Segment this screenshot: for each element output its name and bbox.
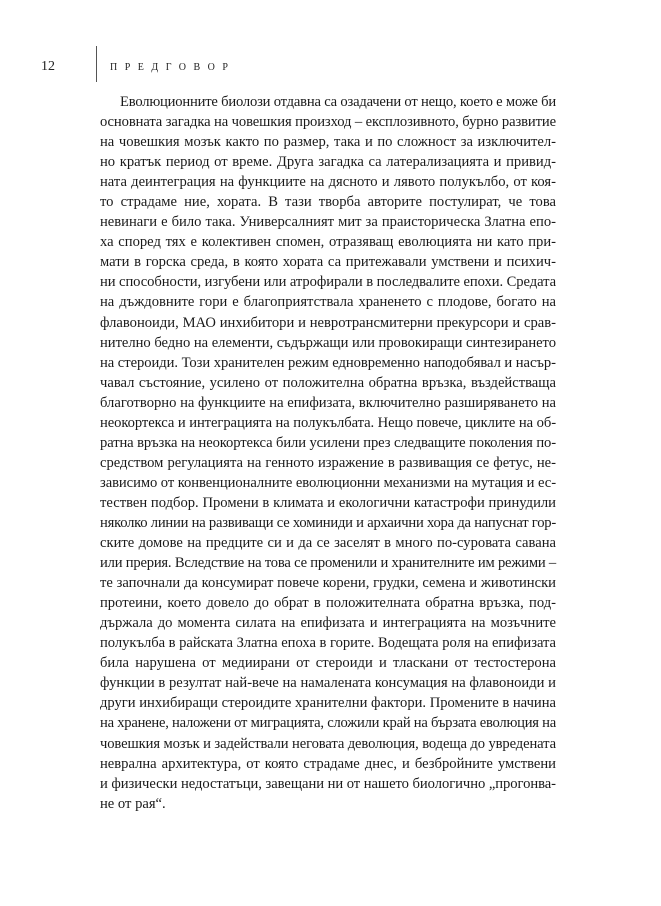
text-line: средством регулацията на генното изражение в развиващия се фетус, не-: [100, 454, 556, 471]
text-line: на дъждовните гори е благоприятствала храненето с плодове, богато на: [100, 294, 556, 311]
text-line: ха според тях е колективен спомен, отразяващ еволюцията ни като при-: [100, 234, 556, 251]
text-line: нително бедно на елементи, съдържащи или провокиращи синтезирането: [100, 334, 556, 351]
text-line: благотворно на функциите на епифизата, включително разширяването на: [100, 394, 556, 411]
header-divider: [96, 46, 97, 82]
text-line: била нарушена от медиирани от стероиди и тласкани от тестостерона: [100, 655, 556, 672]
text-line: те започнали да консумират повече корени, грудки, семена и животински: [100, 575, 556, 592]
text-line: човешкия мозък и задействали неговата деволюция, водеща до увредената: [100, 735, 556, 752]
text-line: други инхибиращи стероидите хранителни фактори. Промените в начина: [100, 695, 556, 712]
text-line: неокортекса и интеграцията на полукълбата. Нещо повече, циклите на об-: [100, 414, 556, 431]
text-line: основната загадка на човешкия произход – експлозивното, бурно развитие: [100, 114, 556, 131]
text-line: на стероиди. Този хранителен режим едновременно наподобявал и насър-: [100, 354, 556, 371]
text-line: невинаги е било така. Универсалният мит за праисторическа Златна епо-: [100, 214, 556, 231]
text-line: ските домове на предците си и да се заселят в много по-суровата савана: [100, 535, 556, 552]
text-line: ни способности, изгубени или атрофирали в последвалите епохи. Средата: [100, 274, 556, 291]
text-line: мати в горска среда, в която хората са притежавали умствени и психич-: [100, 254, 556, 271]
text-line: полукълба в райската Златна епоха в горите. Водещата роля на епифизата: [100, 635, 556, 652]
text-line: то страдаме ние, хората. В тази творба авторите постулират, че това: [100, 194, 556, 211]
text-line: но кратък период от време. Друга загадка са латерализацията и привид-: [100, 154, 556, 171]
page-number: 12: [41, 59, 55, 74]
text-line: няколко линии на развиващи се хоминиди и архаични хора да напуснат гор-: [100, 514, 556, 531]
text-line: тествен подбор. Промени в климата и екологични катастрофи принудили: [100, 494, 556, 511]
text-line: ратна връзка на неокортекса били усилени през следващите поколения по-: [100, 434, 556, 451]
text-line: неврална архитектура, от която страдаме днес, и безбройните умствени: [100, 755, 556, 772]
text-line: или прерия. Вследствие на това се променили и хранителните им режими –: [100, 555, 556, 572]
body-paragraph: [100, 92, 556, 814]
text-line: функции в резултат най-вече на намалената консумация на флавоноиди и: [100, 675, 556, 692]
text-line: и физически недостатъци, завещани ни от нашето биологично „прогонва-: [100, 775, 556, 792]
text-line: Еволюционните биолози отдавна са озадачени от нещо, което е може би: [120, 94, 556, 110]
running-head: ПРЕДГОВОР: [110, 62, 236, 73]
text-line: на хранене, наложени от миграцията, сложили край на бързата еволюция на: [100, 715, 556, 732]
text-line: чавал състояние, усилено от положителна обратна връзка, въздействаща: [100, 374, 556, 391]
text-line: зависимо от конвенционалните еволюционни механизми на мутация и ес-: [100, 474, 556, 491]
text-line: не от рая“.: [100, 795, 166, 812]
text-line: протеини, което довело до обрат в положителната обратна връзка, под-: [100, 595, 556, 612]
text-line: държала до момента силата на епифизата и интеграцията на мозъчните: [100, 615, 556, 632]
text-line: ната деинтеграция на функциите на дясното и лявото полукълбо, от коя-: [100, 174, 556, 191]
text-line: флавоноиди, МАО инхибитори и невротрансмитерни прекурсори и срав-: [100, 314, 556, 331]
text-line: на човешкия мозък както по размер, така и по сложност за изключител-: [100, 134, 556, 151]
